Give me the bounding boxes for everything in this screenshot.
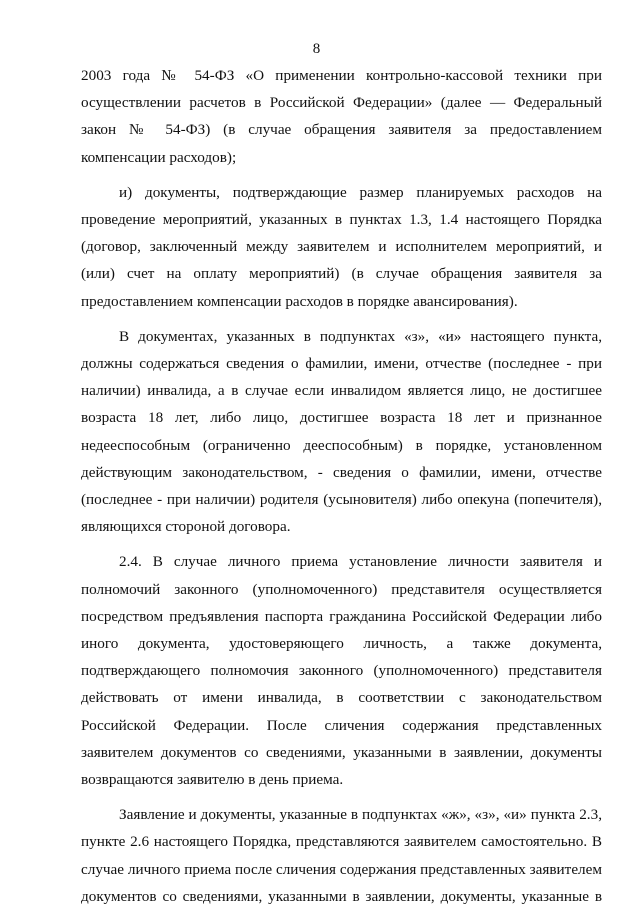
text-line: пункте 2.6 настоящего Порядка, представляются заявителем самостоятельно. В bbox=[81, 833, 602, 851]
text-line: проведение мероприятий, указанных в пунктах 1.3, 1.4 настоящего Порядка bbox=[81, 211, 602, 229]
paragraph-documents-requirements bbox=[81, 323, 602, 541]
text-line: (или) счет на оплату мероприятий) (в случае обращения заявителя за bbox=[81, 265, 602, 283]
text-line: (последнее - при наличии) родителя (усыновителя) либо опекуна (попечителя), bbox=[81, 491, 602, 509]
page-number: 8 bbox=[312, 41, 321, 57]
text-line: случае личного приема после сличения содержания представленных заявителем bbox=[81, 860, 602, 878]
text-line: возвращаются заявителю в день приема. bbox=[81, 771, 344, 789]
text-line: осуществлении расчетов в Российской Федерации» (далее — Федеральный bbox=[81, 94, 602, 112]
text-line: 2.4. В случае личного приема установление личности заявителя и bbox=[119, 553, 602, 571]
paragraph-item-i bbox=[81, 179, 602, 315]
text-line: заявителем документов со сведениями, указанными в заявлении, документы bbox=[81, 743, 602, 761]
paragraph-continuation bbox=[81, 62, 602, 171]
text-line: компенсации расходов); bbox=[81, 148, 237, 166]
text-line: действующим законодательством, - сведения о фамилии, имени, отчестве bbox=[81, 463, 602, 481]
text-line: наличии) инвалида, а в случае если инвалидом является лицо, не достигшее bbox=[81, 382, 602, 400]
text-line: и) документы, подтверждающие размер планируемых расходов на bbox=[119, 183, 602, 201]
text-line: документов со сведениями, указанными в заявлении, документы, указанные в bbox=[81, 887, 602, 905]
text-line: должны содержаться сведения о фамилии, имени, отчестве (последнее - при bbox=[81, 355, 602, 373]
text-line: действовать от имени инвалида, в соответствии с законодательством bbox=[81, 689, 602, 707]
text-line: предоставлением компенсации расходов в порядке авансирования). bbox=[81, 292, 518, 310]
paragraph-section-2-4 bbox=[81, 548, 602, 793]
text-line: Российской Федерации. После сличения содержания представленных bbox=[81, 716, 602, 734]
text-line: возраста 18 лет, либо лицо, достигшее возраста 18 лет и признанное bbox=[81, 409, 602, 427]
text-line: подтверждающего полномочия законного (уполномоченного) представителя bbox=[81, 662, 602, 680]
paragraph-application-documents bbox=[81, 801, 602, 910]
text-line: полномочий законного (уполномоченного) представителя осуществляется bbox=[81, 580, 602, 598]
text-line: закон № 54-ФЗ) (в случае обращения заявителя за предоставлением bbox=[81, 121, 602, 139]
text-line: 2003 года № 54-ФЗ «О применении контрольно-кассовой техники при bbox=[81, 67, 602, 84]
text-line: недееспособным (ограниченно дееспособным) в порядке, установленном bbox=[81, 436, 602, 454]
text-line: иного документа, удостоверяющего личность, а также документа, bbox=[81, 635, 602, 653]
document-body bbox=[81, 62, 602, 910]
text-line: являющихся стороной договора. bbox=[81, 518, 291, 536]
text-line: В документах, указанных в подпунктах «з», «и» настоящего пункта, bbox=[119, 327, 602, 345]
text-line: (договор, заключенный между заявителем и исполнителем мероприятий, и bbox=[81, 238, 602, 256]
text-line: Заявление и документы, указанные в подпунктах «ж», «з», «и» пункта 2.3, bbox=[119, 806, 602, 824]
text-line: посредством предъявления паспорта гражданина Российской Федерации либо bbox=[81, 607, 602, 625]
